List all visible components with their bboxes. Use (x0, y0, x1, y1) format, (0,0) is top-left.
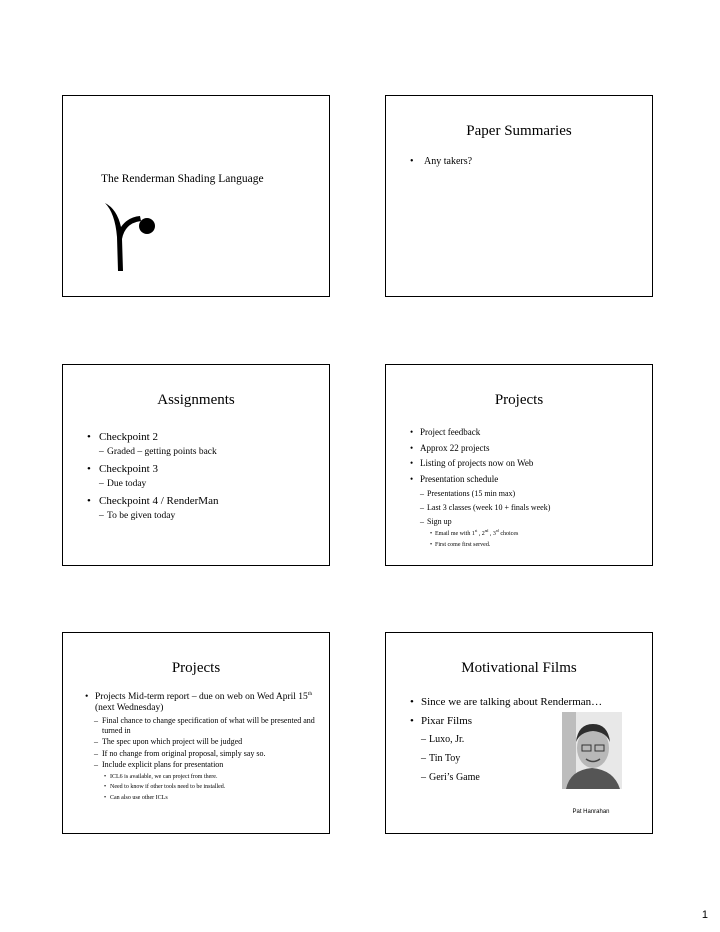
list-item: – Include explicit plans for presentation (85, 760, 315, 770)
slide-assignments (62, 364, 330, 566)
text-part: (next Wednesday) (95, 703, 164, 713)
list-item-group (87, 510, 218, 523)
list-item (87, 430, 218, 444)
text-part: nd (484, 529, 489, 533)
list-item-group (87, 478, 218, 491)
bullet-list (410, 425, 550, 551)
slide-title: Projects (494, 392, 544, 408)
portrait-photo (562, 712, 622, 789)
list-item: – Luxo, Jr. (410, 733, 650, 746)
text-part: 3 (492, 531, 496, 537)
list-item: – Graded – getting points back (87, 446, 218, 459)
bullet-list (85, 692, 315, 803)
text-part: rd (495, 529, 499, 533)
slide-title: Assignments (157, 392, 235, 408)
list-item: – If no change from original proposal, simply say so. (85, 749, 315, 759)
slide-title-text: The Renderman Shading Language (101, 173, 264, 185)
list-item: – Due today (87, 478, 218, 491)
text-part: Projects Mid-term report – due on web on Wed April 15 (95, 692, 308, 702)
list-item: • Email me with 1st , 2nd , 3rd choices (410, 529, 550, 540)
list-item: • Need to know if other tools need to be installed. (85, 782, 315, 793)
slide-title: Motivational Films (461, 660, 577, 676)
text-part: 2 (481, 531, 485, 537)
list-item: – Presentations (15 min max) (410, 487, 550, 501)
slide-projects-1 (385, 364, 653, 566)
list-item (87, 494, 218, 508)
list-item (85, 692, 315, 714)
list-item: • Approx 22 projects (410, 441, 550, 457)
list-item: – Last 3 classes (week 10 + finals week) (410, 501, 550, 515)
list-item: • ICL6 is available, we can project from there. (85, 772, 315, 783)
bullet-list (410, 156, 472, 167)
slide-title: Projects (171, 660, 221, 676)
list-item: • Project feedback (410, 425, 550, 441)
list-item-group (87, 446, 218, 459)
list-item-text: Checkpoint 2 (99, 431, 158, 443)
list-item: • Listing of projects now on Web (410, 456, 550, 472)
list-item: • Can also use other ICLs (85, 793, 315, 804)
list-item: – Geri’s Game (410, 771, 650, 784)
photo-caption: Pat Hanrahan (572, 809, 610, 815)
list-item: • Any takers? (410, 156, 472, 167)
list-item: – Final chance to change specification of what will be presented and turned in (85, 716, 315, 735)
text-part: Email me with (435, 531, 472, 537)
renderman-r-logo (101, 199, 161, 271)
slide-motivational-films (385, 632, 653, 834)
text-part: choices (498, 531, 519, 537)
bullet-list (87, 427, 218, 525)
slide-renderman-title (62, 95, 330, 297)
text-part: 1 (471, 531, 475, 537)
list-item: • Presentation schedule (410, 472, 550, 488)
list-item: – Sign up (410, 515, 550, 529)
list-item-text: Checkpoint 4 / RenderMan (99, 495, 219, 507)
text-part: st (474, 529, 478, 533)
list-item: – To be given today (87, 510, 218, 523)
list-item: • Since we are talking about Renderman… (410, 695, 650, 709)
slide-paper-summaries (385, 95, 653, 297)
slide-projects-2 (62, 632, 330, 834)
list-item (87, 462, 218, 476)
list-item-text: Checkpoint 3 (99, 463, 158, 475)
list-item: – The spec upon which project will be judged (85, 737, 315, 747)
slide-title: Paper Summaries (466, 123, 572, 139)
list-item: • First come first served. (410, 540, 550, 551)
text-part: th (307, 690, 313, 697)
page-number: 1 (701, 909, 708, 921)
list-item: • Pixar Films (410, 714, 650, 728)
list-item: – Tin Toy (410, 752, 650, 765)
